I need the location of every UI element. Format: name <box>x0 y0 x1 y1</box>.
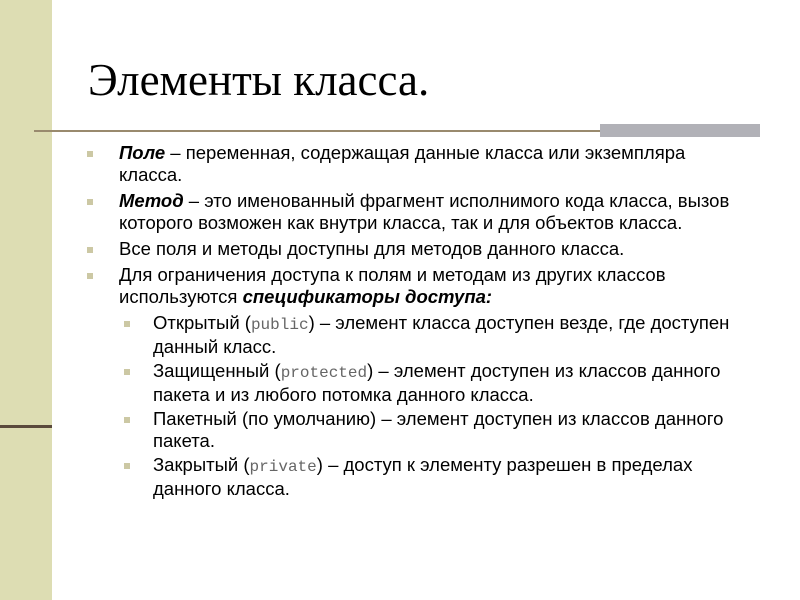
code-keyword-public: public <box>250 316 309 334</box>
code-keyword-private: private <box>249 458 317 476</box>
slide-title: Элементы класса. <box>88 55 430 105</box>
bullet-marker-icon <box>87 273 93 279</box>
sub-bullet-text: Пакетный (по умолчанию) – элемент доступен из классов данного пакета. <box>153 408 724 451</box>
term-specifiers: спецификаторы доступа: <box>242 286 493 307</box>
sub-bullet-marker-icon <box>124 369 130 375</box>
term-field: Поле <box>119 142 166 163</box>
sub-bullet-public <box>0 312 753 358</box>
sub-bullet-private <box>0 454 753 500</box>
bullet-marker-icon <box>87 199 93 205</box>
sub-bullet-protected <box>0 360 753 406</box>
bullet-field <box>0 142 739 186</box>
code-keyword-protected: protected <box>280 364 368 382</box>
sub-bullet-text: ) – элемент класса доступен везде, где доступен данный класс. <box>153 312 730 357</box>
sub-bullet-text: Защищенный ( <box>153 360 281 381</box>
sub-bullet-marker-icon <box>124 321 130 327</box>
bullet-marker-icon <box>87 247 93 253</box>
sub-bullet-marker-icon <box>124 417 130 423</box>
bullet-text: Все поля и методы доступны для методов данного класса. <box>119 238 625 259</box>
term-method: Метод <box>119 190 184 211</box>
sub-bullet-package <box>0 408 753 452</box>
sub-bullet-text: ) – элемент доступен из классов данного пакета и из любого потомка данного класса. <box>153 360 721 405</box>
bullet-text: – это именованный фрагмент исполнимого кода класса, вызов которого возможен как внутри класса, так и для объектов класса. <box>119 190 730 233</box>
sub-bullet-marker-icon <box>124 463 130 469</box>
bullet-marker-icon <box>87 151 93 157</box>
bullet-text: – переменная, содержащая данные класса или экземпляра класса. <box>119 142 686 185</box>
sub-bullet-text: Открытый ( <box>153 312 251 333</box>
sub-bullet-text: ) – доступ к элементу разрешен в пределах данного класса. <box>153 454 693 499</box>
title-accent-bar <box>600 124 760 137</box>
bullet-specifiers <box>0 264 739 308</box>
bullet-access <box>0 238 739 260</box>
slide-content <box>0 142 800 502</box>
sub-bullet-text: Закрытый ( <box>153 454 250 475</box>
bullet-text: Для ограничения доступа к полям и методам из других классов используются <box>119 264 666 307</box>
bullet-method <box>0 190 739 234</box>
